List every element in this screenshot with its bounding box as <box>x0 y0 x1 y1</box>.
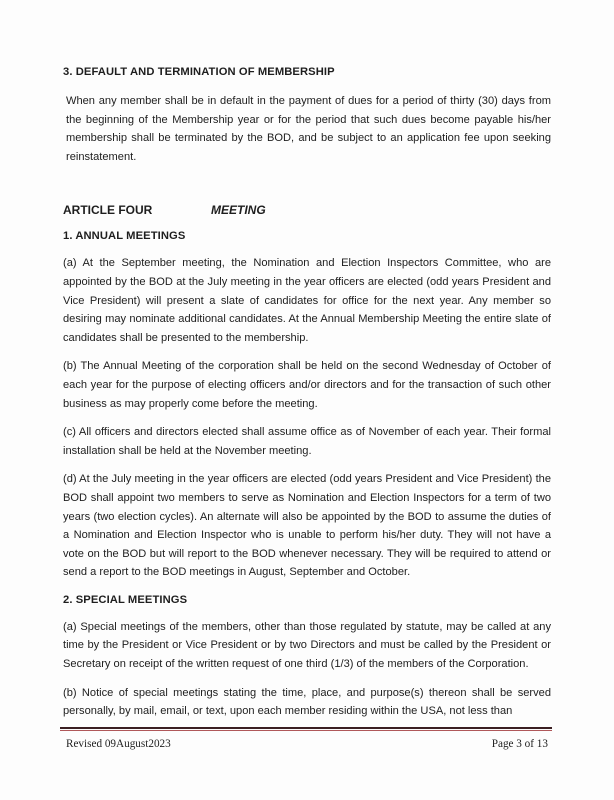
paragraph-special-b: (b) Notice of special meetings stating the time, place, and purpose(s) thereon shall be served personally, by mail, email, or text, upon each member residing within the USA, not less than <box>63 686 551 718</box>
paragraph-special-a: (a) Special meetings of the members, other than those regulated by statute, may be called at any time by the President or Vice President or by two Directors and must be called by the President or Secretary on receipt of the written request of one third (1/3) of the members of the Corporation. <box>63 620 551 671</box>
section-heading-annual-meetings: 1. ANNUAL MEETINGS <box>63 230 186 243</box>
article-subtitle: MEETING <box>211 203 266 218</box>
document-body <box>63 64 551 721</box>
paragraph-annual-b: (b) The Annual Meeting of the corporation shall be held on the second Wednesday of October of each year for the purpose of electing officers and/or directors and for the transaction of such other business as may properly come before the meeting. <box>63 360 551 410</box>
footer-page-number: Page 3 of 13 <box>491 738 548 750</box>
section-heading-special-meetings: 2. SPECIAL MEETINGS <box>63 593 188 606</box>
footer-revised-date: Revised 09August2023 <box>66 738 171 750</box>
footer-divider <box>60 727 552 732</box>
paragraph-annual-d: (d) At the July meeting in the year officers are elected (odd years President and Vice President) the BOD shall appoint two members to serve as Nomination and Election Inspectors for a term of two years (two election cycles). An alternate will also be appointed by the BOD to assume the duties of a Nomination and Election Inspector who is unable to perform his/her duty. They will not have a vote on the BOD but will report to the BOD whenever necessary. They will be required to attend or send a report to the BOD meetings in August, September and October. <box>63 473 551 579</box>
paragraph-annual-a: (a) At the September meeting, the Nomination and Election Inspectors Committee, who are appointed by the BOD at the July meeting in the year officers are elected (odd years President and Vice President) will present a slate of candidates for office for the next year. Any member so desiring may nominate additional candidates. At the Annual Membership Meeting the entire slate of candidates shall be presented to the membership. <box>63 257 551 344</box>
article-heading <box>63 202 551 218</box>
article-title: ARTICLE FOUR <box>63 203 153 218</box>
section-heading-default-termination: 3. DEFAULT AND TERMINATION OF MEMBERSHIP <box>63 66 335 78</box>
paragraph-default-termination: When any member shall be in default in the payment of dues for a period of thirty (30) days from the beginning of the Membership year or for the period that such dues become payable his/her membership shall be terminated by the BOD, and be subject to an application fee upon seeking reinstatement. <box>66 95 551 163</box>
paragraph-annual-c: (c) All officers and directors elected shall assume office as of November of each year. Their formal installation shall be held at the November meeting. <box>63 426 551 457</box>
